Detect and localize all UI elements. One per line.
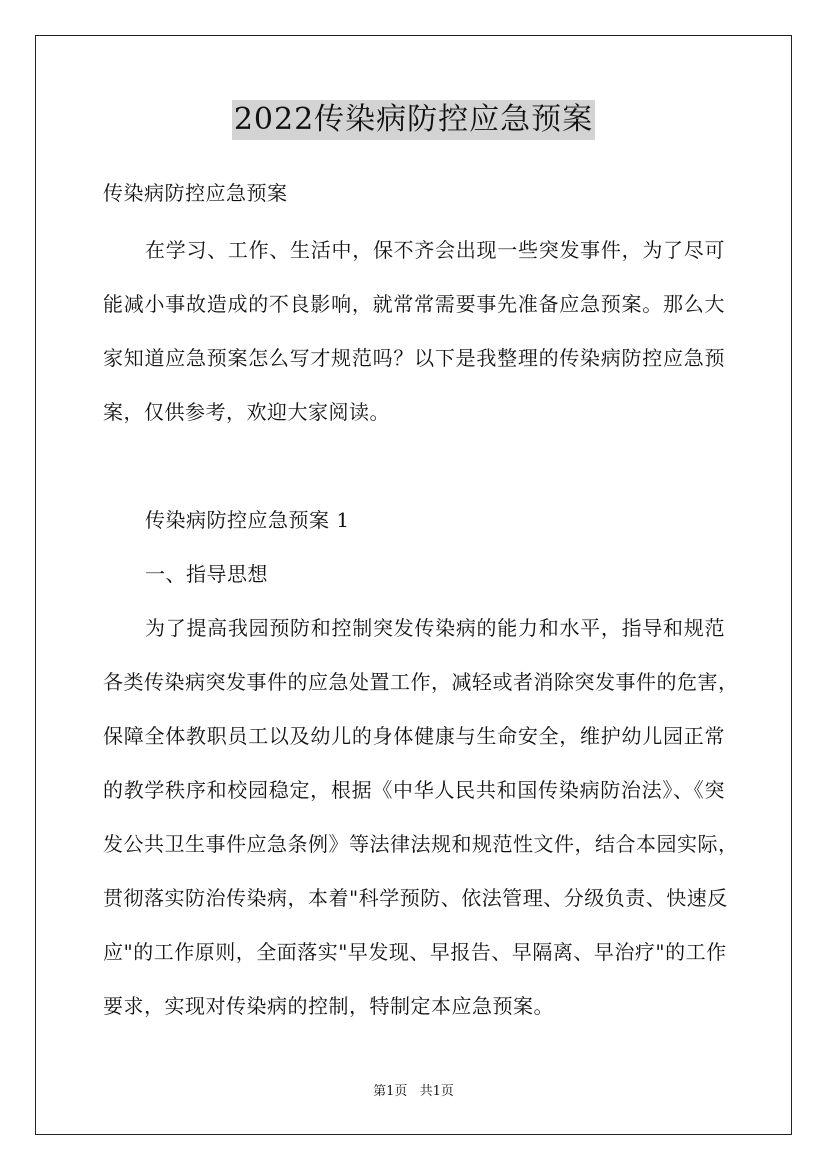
body-line-6: 贯彻落实防治传染病，本着"科学预防、依法管理、分级负责、快速反 [103,886,728,910]
intro-line-3: 家知道应急预案怎么写才规范吗？以下是我整理的传染病防控应急预 [103,346,725,370]
body-line-1: 为了提高我园预防和控制突发传染病的能力和水平，指导和规范 [145,616,725,640]
page-footer [0,1083,827,1101]
body-line-5: 发公共卫生事件应急条例》等法律法规和规范性文件，结合本园实际， [103,832,739,856]
document-subtitle: 传染病防控应急预案 [103,181,288,205]
intro-line-4: 案，仅供参考，欢迎大家阅读。 [103,400,390,424]
intro-line-2: 能减小事故造成的不良影响，就常常需要事先准备应急预案。那么大 [103,292,725,316]
body-line-3: 保障全体教职员工以及幼儿的身体健康与生命安全，维护幼儿园正常 [103,724,725,748]
section-title: 传染病防控应急预案 1 [145,508,350,532]
body-line-8: 要求，实现对传染病的控制，特制定本应急预案。 [103,994,554,1018]
page-number: 第1页 [373,1084,408,1099]
page-total: 共1页 [419,1084,454,1099]
body-line-4: 的教学秩序和校园稳定，根据《中华人民共和国传染病防治法》、《突 [103,778,725,802]
intro-line-1: 在学习、工作、生活中，保不齐会出现一些突发事件，为了尽可 [145,238,725,262]
section-heading: 一、指导思想 [145,562,268,586]
title-container [0,100,827,140]
body-line-7: 应"的工作原则，全面落实"早发现、早报告、早隔离、早治疗"的工作 [103,940,727,964]
body-line-2: 各类传染病突发事件的应急处置工作，减轻或者消除突发事件的危害， [103,670,739,694]
document-title: 2022传染病防控应急预案 [232,100,595,140]
